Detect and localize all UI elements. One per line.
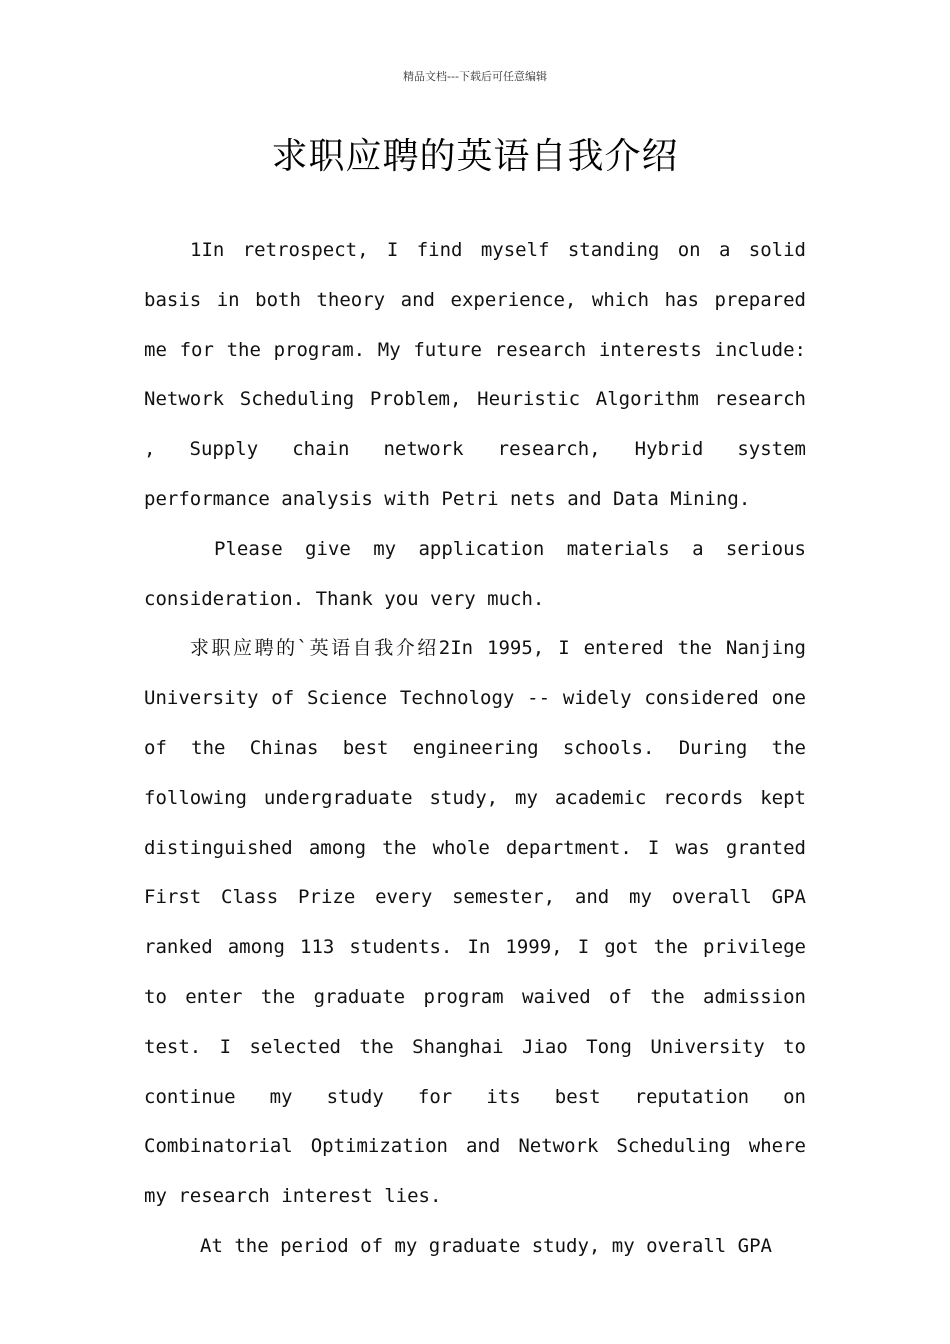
- header-note: 精品文档---下载后可任意编辑: [403, 70, 547, 83]
- paragraph-3: [144, 624, 806, 1222]
- paragraph-4: At the period of my graduate study, my overall GPA: [200, 1234, 772, 1257]
- paragraph-1: 1In retrospect, I find myself standing on a solid basis in both theory and experience, which has prepared me for the program. My future research interests include: Network Scheduling Problem, Heuristic Algorithm research , Supply chain network research, Hybrid system performance analysis with Petri nets and Data Mining.: [144, 239, 806, 510]
- paragraph-3-lead: 求职应聘的`英语自我介绍: [190, 637, 439, 660]
- paragraph-3-body: 2In 1995, I entered the Nanjing University of Science Technology -- widely considered one of the Chinas best engineering schools. During the following undergraduate study, my academic records kept distinguished among the whole department. I was granted First Class Prize every semester, and my overall GPA ranked among 113 students. In 1999, I got the privilege to enter the graduate program waived of the admission test. I selected the Shanghai Jiao Tong University to continue my study for its best reputation on Combinatorial Optimization and Network Scheduling where my research interest lies.: [144, 637, 806, 1208]
- document-body: [144, 226, 806, 1272]
- document-title: 求职应聘的英语自我介绍: [271, 136, 679, 177]
- paragraph-2: Please give my application materials a serious consideration. Thank you very much.: [144, 537, 806, 610]
